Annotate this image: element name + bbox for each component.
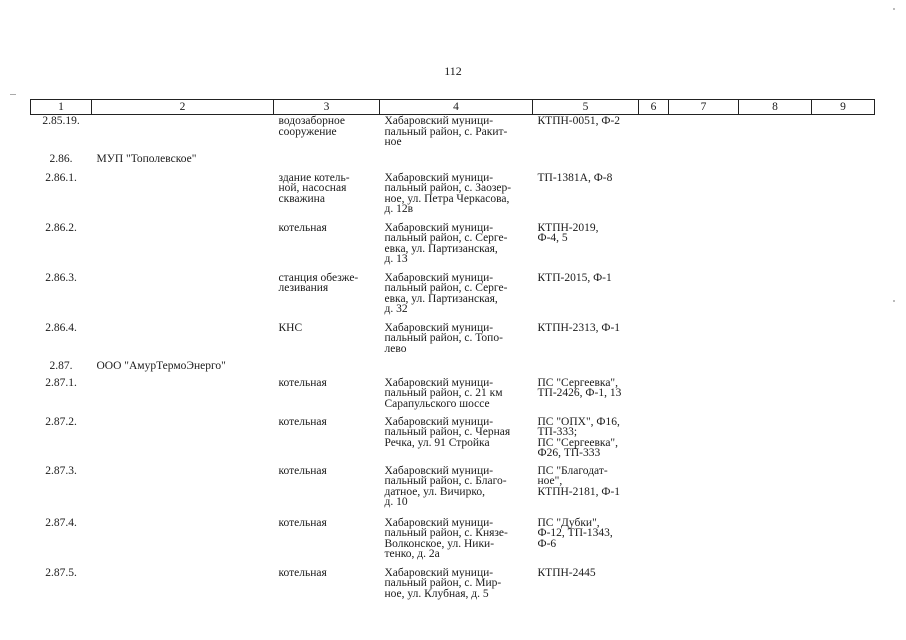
- power-source: КТПН-2019, Ф-4, 5: [537, 221, 599, 244]
- organization-name: [92, 115, 274, 153]
- facility-type: [274, 153, 380, 172]
- power-source: ПС "Благодат- ное", КТПН-2181, Ф-1: [537, 464, 621, 498]
- item-number: 2.87.5.: [45, 566, 77, 579]
- column-header: 6: [639, 100, 669, 115]
- facility-type: водозаборное сооружение: [278, 115, 346, 138]
- power-source: ПС "Сергеевка", ТП-2426, Ф-1, 13: [537, 376, 622, 399]
- power-source: [533, 153, 639, 172]
- table-row: [31, 172, 875, 222]
- table-row: [31, 416, 875, 465]
- facility-address: Хабаровский муници- пальный район, с. Мир- ное, ул. Клубная, д. 5: [384, 566, 502, 600]
- organization-name: [92, 416, 274, 465]
- item-number: 2.87.2.: [45, 415, 77, 428]
- facility-type: [274, 360, 380, 377]
- scan-speck: [893, 300, 895, 302]
- facility-type: котельная: [278, 376, 327, 389]
- organization-name: [92, 465, 274, 517]
- item-number: 2.86.1.: [45, 171, 77, 184]
- facility-type: котельная: [278, 221, 327, 234]
- column-header: 8: [739, 100, 812, 115]
- facility-address: [380, 153, 533, 172]
- organization-name: [92, 172, 274, 222]
- facility-address: Хабаровский муници- пальный район, с. Топо- лево: [384, 321, 503, 355]
- facility-type: станция обезже- лезивания: [278, 271, 359, 294]
- power-source: КТПН-2445: [537, 566, 596, 579]
- table-row: [31, 465, 875, 517]
- page-number: 112: [444, 64, 462, 78]
- facility-type: котельная: [278, 464, 327, 477]
- organization-name: [92, 222, 274, 272]
- table-row: [31, 153, 875, 172]
- facility-address: Хабаровский муници- пальный район, с. Ракит- ное: [384, 115, 508, 148]
- table-row: [31, 517, 875, 567]
- column-header: 7: [669, 100, 739, 115]
- column-header: 9: [812, 100, 875, 115]
- item-number: 2.87.4.: [45, 516, 77, 529]
- item-number: 2.86.2.: [45, 221, 77, 234]
- organization-name: [92, 567, 274, 607]
- column-header: 5: [533, 100, 639, 115]
- item-number: 2.86.: [49, 152, 73, 165]
- organization-name: МУП "Тополевское": [96, 152, 197, 165]
- organization-name: [92, 272, 274, 322]
- column-header: 2: [92, 100, 274, 115]
- power-source: КТП-2015, Ф-1: [537, 271, 612, 284]
- table-row: [31, 222, 875, 272]
- organization-name: [92, 517, 274, 567]
- table-row: [31, 322, 875, 360]
- item-number: 2.86.4.: [45, 321, 77, 334]
- table-row: [31, 567, 875, 607]
- table-header-row: [31, 100, 875, 115]
- organization-name: [92, 322, 274, 360]
- table-row: [31, 272, 875, 322]
- power-source: ТП-1381А, Ф-8: [537, 171, 613, 184]
- margin-tick-mark: [10, 94, 16, 95]
- item-number: 2.87.1.: [45, 376, 77, 389]
- facility-type: КНС: [278, 321, 303, 334]
- table-row: [31, 115, 875, 153]
- facility-address: Хабаровский муници- пальный район, с. 21 км Сарапульского шоссе: [384, 376, 503, 410]
- item-number: 2.87.: [49, 359, 73, 372]
- facility-type: котельная: [278, 415, 327, 428]
- document-table: [30, 99, 875, 607]
- power-source: [533, 360, 639, 377]
- facility-address: [380, 360, 533, 377]
- item-number: 2.85.19.: [42, 115, 80, 127]
- column-header: 1: [31, 100, 92, 115]
- facility-address: Хабаровский муници- пальный район, с. Заозер- ное, ул. Петра Черкасова, д. 12в: [384, 171, 512, 215]
- facility-address: Хабаровский муници- пальный район, с. Черная Речка, ул. 91 Стройка: [384, 415, 511, 449]
- power-source: ПС "Дубки", Ф-12, ТП-1343, Ф-6: [537, 516, 613, 550]
- table-row: [31, 360, 875, 377]
- scan-speck: [893, 8, 895, 10]
- power-source: КТПН-0051, Ф-2: [537, 115, 621, 127]
- facility-address: Хабаровский муници- пальный район, с. Благо- датное, ул. Вичирко, д. 10: [384, 464, 507, 508]
- organization-name: [92, 377, 274, 416]
- facility-type: здание котель- ной, насосная скважина: [278, 171, 350, 205]
- power-source: ПС "ОПХ", Ф16, ТП-333; ПС "Сергеевка", Ф26, ТП-333: [537, 415, 620, 459]
- facility-type: котельная: [278, 566, 327, 579]
- table-row: [31, 377, 875, 416]
- column-header: 4: [380, 100, 533, 115]
- facility-type: котельная: [278, 516, 327, 529]
- organization-name: ООО "АмурТермоЭнерго": [96, 359, 226, 372]
- item-number: 2.86.3.: [45, 271, 77, 284]
- item-number: 2.87.3.: [45, 464, 77, 477]
- facility-address: Хабаровский муници- пальный район, с. Серге- евка, ул. Партизанская, д. 13: [384, 221, 508, 265]
- facility-address: Хабаровский муници- пальный район, с. Князе- Волконское, ул. Ники- тенко, д. 2а: [384, 516, 508, 560]
- facility-address: Хабаровский муници- пальный район, с. Серге- евка, ул. Партизанская, д. 32: [384, 271, 508, 315]
- column-header: 3: [274, 100, 380, 115]
- power-source: КТПН-2313, Ф-1: [537, 321, 621, 334]
